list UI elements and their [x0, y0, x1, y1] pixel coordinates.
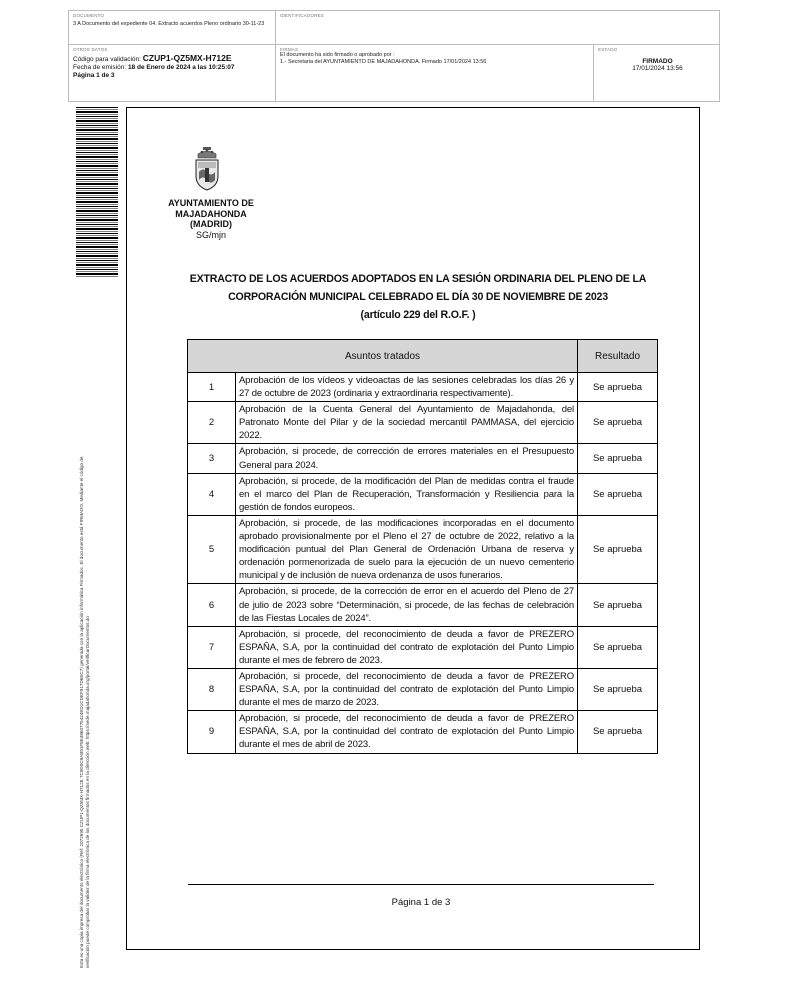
footer-rule — [188, 884, 654, 885]
row-subject: Aprobación, si procede, de la modificación del Plan de medidas contra el fraude en el marco del Plan de Recuperación, Transformación y Resiliencia para la gestión de fondos europeos. — [236, 473, 578, 515]
table-row — [188, 711, 658, 753]
table-row — [188, 626, 658, 668]
row-number: 6 — [188, 584, 236, 626]
identificadores-cell — [276, 11, 721, 44]
firmas-cell — [276, 45, 594, 102]
row-result: Se aprueba — [578, 711, 658, 753]
fecha-value: 18 de Enero de 2024 a las 10:25:07 — [127, 64, 235, 71]
document-title — [188, 270, 648, 324]
estado-label: ESTADO — [598, 47, 618, 52]
table-row — [188, 373, 658, 402]
firmas-label: FIRMAS — [280, 47, 299, 52]
estado-date: 17/01/2024 13:56 — [632, 65, 683, 72]
pagina-indicator: Página 1 de 3 — [73, 72, 115, 79]
estado-value: FIRMADO — [642, 58, 673, 65]
row-result: Se aprueba — [578, 473, 658, 515]
row-subject: Aprobación, si procede, del reconocimiento de deuda a favor de PREZERO ESPAÑA, S.A, por la continuidad del contrato de explotación del Punto Limpio durante el mes de marzo de 2023. — [236, 668, 578, 710]
row-subject: Aprobación, si procede, de la corrección de error en el acuerdo del Pleno de 27 de julio de 2023 sobre “Determinación, si procede, de las fechas de celebración de las Fiestas Locales de 2024”. — [236, 584, 578, 626]
row-number: 1 — [188, 373, 236, 402]
table-row — [188, 584, 658, 626]
table-row — [188, 444, 658, 473]
asuntos-header: Asuntos tratados — [188, 340, 578, 373]
title-line-1: EXTRACTO DE LOS ACUERDOS ADOPTADOS EN LA SESIÓN ORDINARIA DEL PLENO DE LA — [189, 273, 647, 285]
otros-datos-label: OTROS DATOS — [73, 47, 108, 52]
ayto-line-1: AYUNTAMIENTO DE — [168, 198, 254, 208]
row-number: 2 — [188, 402, 236, 444]
ayto-line-3: (MADRID) — [190, 219, 232, 229]
signature-metadata-box — [68, 10, 720, 102]
barcode-icon — [76, 107, 118, 277]
row-subject: Aprobación de los vídeos y videoactas de las sesiones celebradas los días 26 y 27 de octubre de 2023 (ordinaria y extraordinaria respectivamente). — [236, 373, 578, 402]
row-number: 5 — [188, 515, 236, 583]
page-number: Página 1 de 3 — [391, 897, 451, 908]
table-header-row — [188, 340, 658, 373]
firmas-line-2: 1.- Secretaria del AYUNTAMIENTO DE MAJADAHONDA. Firmado 17/01/2024 13:56 — [280, 59, 487, 65]
table-row — [188, 668, 658, 710]
documento-label: DOCUMENTO — [73, 13, 105, 18]
table-row — [188, 515, 658, 583]
resultado-header: Resultado — [578, 340, 658, 373]
row-subject: Aprobación, si procede, del reconocimiento de deuda a favor de PREZERO ESPAÑA, S.A, por la continuidad del contrato de explotación del Punto Limpio durante el mes de febrero de 2023. — [236, 626, 578, 668]
table-row — [188, 402, 658, 444]
row-number: 4 — [188, 473, 236, 515]
row-result: Se aprueba — [578, 584, 658, 626]
table-row — [188, 473, 658, 515]
metadata-row-bottom — [69, 45, 719, 102]
otros-datos-cell — [69, 45, 276, 102]
row-number: 3 — [188, 444, 236, 473]
row-subject: Aprobación de la Cuenta General del Ayuntamiento de Majadahonda, del Patronato Monte del Pilar y de la sociedad mercantil PAMMASA, del ejercicio 2022. — [236, 402, 578, 444]
side-text-line-2: verificación puede comprobar la validez de la firma electrónica de los documentos firmados en la dirección web: https://sede.majadahonda.org/portal/verificarDocumentos.do — [85, 616, 91, 968]
sg-reference: SG/mjn — [195, 229, 226, 240]
documento-cell — [69, 11, 276, 44]
metadata-row-top — [69, 11, 719, 45]
side-text-line-1: Esta es una copia impresa del documento electrónico (Ref: 2072695 CZUP1-QZ5MX-H712E 7C9D0C9AB91F8E4860775424ED1CDEF917D6EC7) generada con la aplicación informática Firmadoc. El documento está FIRMADO. Mediante el código de — [79, 456, 84, 968]
ayto-line-2: MAJADAHONDA — [175, 208, 247, 219]
verification-side-text — [79, 303, 91, 968]
acuerdos-table — [187, 339, 658, 754]
codigo-value: CZUP1-QZ5MX-H712E — [142, 53, 232, 63]
row-number: 8 — [188, 668, 236, 710]
codigo-validacion — [73, 54, 271, 64]
codigo-label: Código para validación: — [73, 56, 141, 63]
row-subject: Aprobación, si procede, del reconocimiento de deuda a favor de PREZERO ESPAÑA, S.A, por la continuidad del contrato de explotación del Punto Limpio durante el mes de abril de 2023. — [236, 711, 578, 753]
row-result: Se aprueba — [578, 626, 658, 668]
row-result: Se aprueba — [578, 373, 658, 402]
coat-of-arms-icon — [194, 146, 220, 192]
identificadores-label: IDENTIFICADORES — [280, 13, 325, 18]
firmas-line-1: El documento ha sido firmado o aprobado por : — [280, 52, 395, 58]
row-result: Se aprueba — [578, 402, 658, 444]
fecha-label: Fecha de emisión: — [73, 64, 127, 71]
ayuntamiento-heading — [154, 198, 268, 240]
row-subject: Aprobación, si procede, de las modificaciones incorporadas en el documento aprobado provisionalmente por el Pleno el 27 de octubre de 2022, relativo a la modificación puntual del Plan General de Ordenación Urbana de reserva y ordenación pormenorizada de suelo para la ejecución de un nuevo cementerio municipal y de inclusión de nueva ordenanza de usos funerarios. — [236, 515, 578, 583]
row-subject: Aprobación, si procede, de corrección de errores materiales en el Presupuesto General para 2024. — [236, 444, 578, 473]
row-result: Se aprueba — [578, 515, 658, 583]
title-line-2: CORPORACIÓN MUNICIPAL CELEBRADO EL DÍA 30 DE NOVIEMBRE DE 2023 — [228, 291, 608, 303]
fecha-emision — [73, 64, 271, 72]
row-number: 9 — [188, 711, 236, 753]
estado-cell — [594, 45, 721, 102]
title-line-3: (artículo 229 del R.O.F. ) — [360, 309, 476, 321]
row-result: Se aprueba — [578, 444, 658, 473]
table-body — [188, 373, 658, 754]
row-result: Se aprueba — [578, 668, 658, 710]
documento-value: 3 A Documento del expediente 04. Extracto acuerdos Pleno ordinario 30-11-23 — [73, 21, 265, 27]
row-number: 7 — [188, 626, 236, 668]
